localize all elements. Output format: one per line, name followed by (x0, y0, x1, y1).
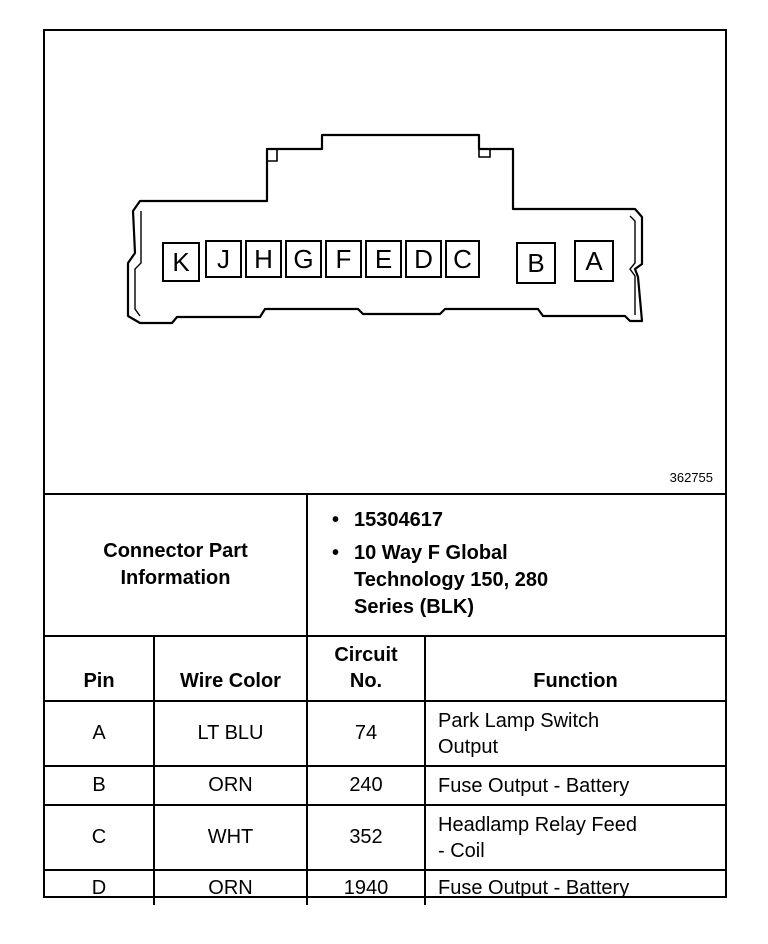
connector-face-drawing (45, 31, 725, 493)
function-cell: Fuse Output - Battery (425, 766, 725, 805)
cavity-label-k: K (172, 247, 190, 277)
wire-color-cell: WHT (154, 805, 307, 870)
header-function: Function (425, 636, 725, 701)
cavity-label-e: E (374, 244, 393, 274)
pin-cell: A (45, 701, 154, 766)
table-row (45, 805, 725, 870)
cavity-label-c: C (453, 244, 472, 274)
connector-housing-outline (128, 135, 642, 323)
function-text: Park Lamp Switch Output (438, 709, 600, 758)
function-text: Headlamp Relay Feed - Coil (438, 813, 637, 862)
function-cell: Fuse Output - Battery (425, 870, 725, 905)
connector-figure (45, 31, 725, 495)
connector-top-notch-left (267, 149, 277, 161)
cavity-group (163, 241, 613, 283)
connector-top-notch-right (479, 149, 490, 157)
connector-info-details (307, 495, 725, 636)
connector-diagram-frame (43, 29, 727, 898)
header-circuit-no-text: Circuit No. (334, 644, 398, 692)
circuit-cell: 1940 (307, 870, 425, 905)
wire-color-cell: LT BLU (154, 701, 307, 766)
header-circuit-no (307, 636, 425, 701)
cavity-label-a: A (585, 246, 603, 276)
connector-info-row (45, 495, 725, 636)
function-cell (425, 805, 725, 870)
pinout-table (45, 495, 725, 905)
cavity-label-j: J (217, 244, 230, 274)
part-number: • 15304617 (332, 507, 725, 534)
table-header-row (45, 636, 725, 701)
header-pin: Pin (45, 636, 154, 701)
connector-info-list (308, 495, 725, 635)
table-row (45, 701, 725, 766)
circuit-cell: 74 (307, 701, 425, 766)
wire-color-cell: ORN (154, 766, 307, 805)
table-row (45, 766, 725, 805)
function-cell (425, 701, 725, 766)
circuit-cell: 240 (307, 766, 425, 805)
cavity-label-h: H (254, 244, 273, 274)
cavity-label-g: G (293, 244, 314, 274)
cavity-label-d: D (414, 244, 433, 274)
wire-color-cell: ORN (154, 870, 307, 905)
pin-cell: C (45, 805, 154, 870)
circuit-cell: 352 (307, 805, 425, 870)
table-row (45, 870, 725, 905)
figure-id: 362755 (669, 470, 713, 485)
pin-cell: D (45, 870, 154, 905)
cavity-label-b: B (527, 248, 545, 278)
connector-description: • 10 Way F Global Technology 150, 280 Series (BLK) (332, 540, 604, 621)
connector-info-label (45, 495, 307, 636)
connector-info-label-text: Connector Part Information (103, 540, 248, 589)
pin-cell: B (45, 766, 154, 805)
header-wire-color: Wire Color (154, 636, 307, 701)
cavity-label-f: F (335, 244, 352, 274)
